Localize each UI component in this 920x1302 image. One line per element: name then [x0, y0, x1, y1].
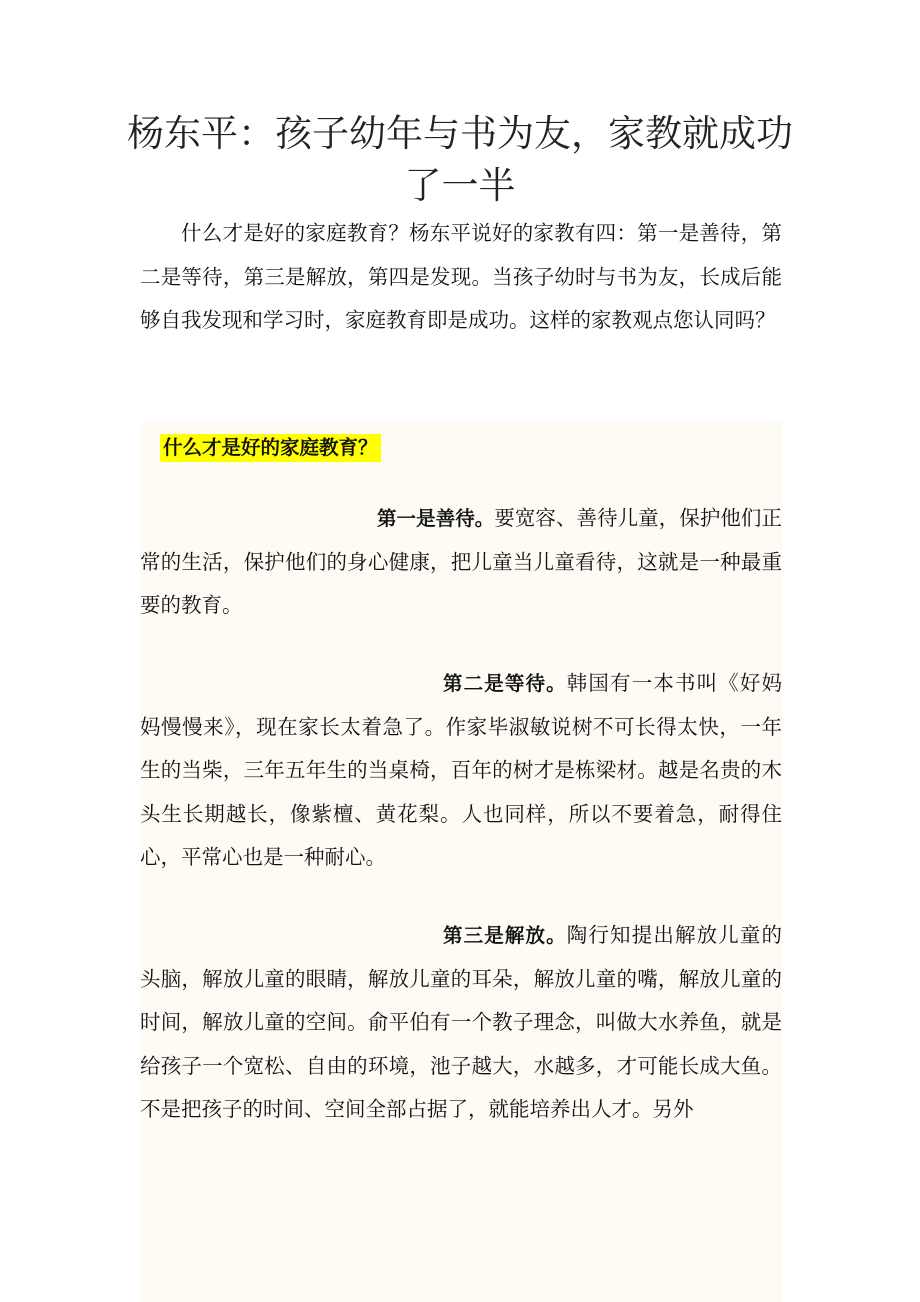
paragraph-liberation [140, 914, 782, 1132]
paragraph-lead: 第二是等待。 [443, 672, 567, 695]
paragraph-body: 陶行知提出解放儿童的头脑，解放儿童的眼睛，解放儿童的耳朵，解放儿童的嘴，解放儿童的时间，解放儿童的空间。俞平伯有一个教子理念，叫做大水养鱼，就是给孩子一个宽松、自由的环境，池子越大，水越多，才可能长成大鱼。不是把孩子的时间、空间全部占据了，就能培养出人才。另外 [140, 923, 782, 1121]
paragraph-body: 韩国有一本书叫《好妈妈慢慢来》，现在家长太着急了。作家毕淑敏说树不可长得太快，一年生的当柴，三年五年生的当桌椅，百年的树才是栋梁材。越是名贵的木头生长期越长，像紫檀、黄花梨。人也同样，所以不要着急，耐得住心，平常心也是一种耐心。 [140, 671, 782, 869]
paragraph-kindness [140, 497, 782, 628]
paragraph-lead: 第三是解放。 [443, 924, 567, 947]
content-section [140, 422, 782, 1302]
article-title: 杨东平：孩子幼年与书为友，家教就成功了一半 [127, 112, 793, 207]
intro-paragraph: 什么才是好的家庭教育？杨东平说好的家教有四：第一是善待，第二是等待，第三是解放，第四是发现。当孩子幼时与书为友，长成后能够自我发现和学习时，家庭教育即是成功。这样的家教观点您认同吗？ [140, 221, 782, 332]
section-heading: 什么才是好的家庭教育？ [160, 434, 381, 462]
paragraph-lead: 第一是善待。 [377, 507, 495, 530]
paragraph-body: 要宽容、善待儿童，保护他们正常的生活，保护他们的身心健康，把儿童当儿童看待，这就是一种最重要的教育。 [140, 506, 782, 617]
paragraph-waiting [140, 662, 782, 880]
